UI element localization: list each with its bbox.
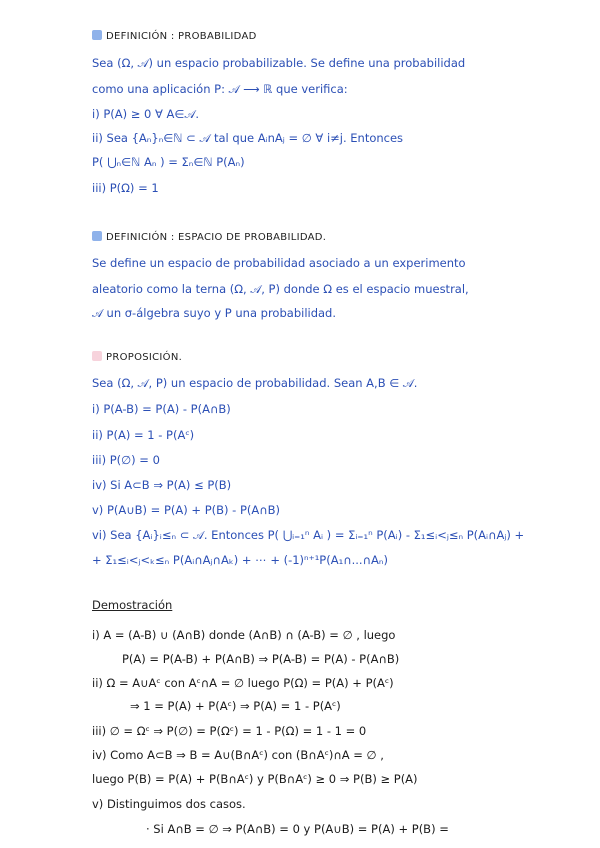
pink-marker-icon xyxy=(92,351,102,361)
section-title: DEFINICIÓN : PROBABILIDAD xyxy=(106,31,257,42)
text-line: P( ⋃ₙ∈ℕ Aₙ ) = Σₙ∈ℕ P(Aₙ) xyxy=(92,155,245,169)
text-line: ii) P(A) = 1 - P(Aᶜ) xyxy=(92,428,195,442)
text-line: Sea (Ω, 𝒜, P) un espacio de probabilidad. Sean A,B ∈ 𝒜. xyxy=(92,376,418,390)
text-line: i) P(A-B) = P(A) - P(A∩B) xyxy=(92,402,231,416)
text-line: i) P(A) ≥ 0 ∀ A∈𝒜. xyxy=(92,107,199,121)
text-line: ii) Ω = A∪Aᶜ con Aᶜ∩A = ∅ luego P(Ω) = P(A) + P(Aᶜ) xyxy=(92,676,394,690)
text-line: iv) Como A⊂B ⇒ B = A∪(B∩Aᶜ) con (B∩Aᶜ)∩A = ∅ , xyxy=(92,748,384,762)
text-line: aleatorio como la terna (Ω, 𝒜, P) donde Ω es el espacio muestral, xyxy=(92,282,469,296)
text-line: iii) ∅ = Ωᶜ ⇒ P(∅) = P(Ωᶜ) = 1 - P(Ω) = 1 - 1 = 0 xyxy=(92,724,367,738)
text-line: iii) P(∅) = 0 xyxy=(92,453,160,467)
text-line: v) Distinguimos dos casos. xyxy=(92,797,246,811)
text-line: ⇒ 1 = P(A) + P(Aᶜ) ⇒ P(A) = 1 - P(Aᶜ) xyxy=(130,699,341,713)
text-line: v) P(A∪B) = P(A) + P(B) - P(A∩B) xyxy=(92,503,281,517)
proof-heading: Demostración xyxy=(92,598,173,612)
section-header-def-probability xyxy=(92,30,257,42)
text-line: Sea (Ω, 𝒜) un espacio probabilizable. Se define una probabilidad xyxy=(92,56,466,70)
text-line: Se define un espacio de probabilidad asociado a un experimento xyxy=(92,256,466,270)
text-line: iii) P(Ω) = 1 xyxy=(92,181,159,195)
text-line: como una aplicación P: 𝒜 ⟶ ℝ que verifica: xyxy=(92,82,348,96)
text-line: 𝒜 un σ-álgebra suyo y P una probabilidad. xyxy=(92,306,337,320)
text-line: i) A = (A-B) ∪ (A∩B) donde (A∩B) ∩ (A-B) = ∅ , luego xyxy=(92,628,396,642)
text-line: luego P(B) = P(A) + P(B∩Aᶜ) y P(B∩Aᶜ) ≥ 0 ⇒ P(B) ≥ P(A) xyxy=(92,772,418,786)
text-line: P(A) = P(A-B) + P(A∩B) ⇒ P(A-B) = P(A) - P(A∩B) xyxy=(122,652,400,666)
blue-marker-icon xyxy=(92,231,102,241)
section-header-def-space xyxy=(92,231,326,243)
text-line: · Si A∩B = ∅ ⇒ P(A∩B) = 0 y P(A∪B) = P(A) + P(B) = xyxy=(146,822,449,836)
text-line: iv) Si A⊂B ⇒ P(A) ≤ P(B) xyxy=(92,478,232,492)
text-line: vi) Sea {Aᵢ}ᵢ≤ₙ ⊂ 𝒜. Entonces P( ⋃ᵢ₌₁ⁿ Aᵢ ) = Σᵢ₌₁ⁿ P(Aᵢ) - Σ₁≤ᵢ<ⱼ≤ₙ P(Aᵢ∩Aⱼ) + xyxy=(92,528,525,542)
text-line: ii) Sea {Aₙ}ₙ∈ℕ ⊂ 𝒜 tal que AᵢnAⱼ = ∅ ∀ i≠j. Entonces xyxy=(92,131,404,145)
section-title: DEFINICIÓN : ESPACIO DE PROBABILIDAD. xyxy=(106,232,327,243)
text-line: + Σ₁≤ᵢ<ⱼ<ₖ≤ₙ P(Aᵢ∩Aⱼ∩Aₖ) + ⋯ + (-1)ⁿ⁺¹P(A₁∩...∩Aₙ) xyxy=(92,553,388,567)
blue-marker-icon xyxy=(92,30,102,40)
section-title: PROPOSICIÓN. xyxy=(106,352,183,363)
section-header-proposition xyxy=(92,351,182,363)
